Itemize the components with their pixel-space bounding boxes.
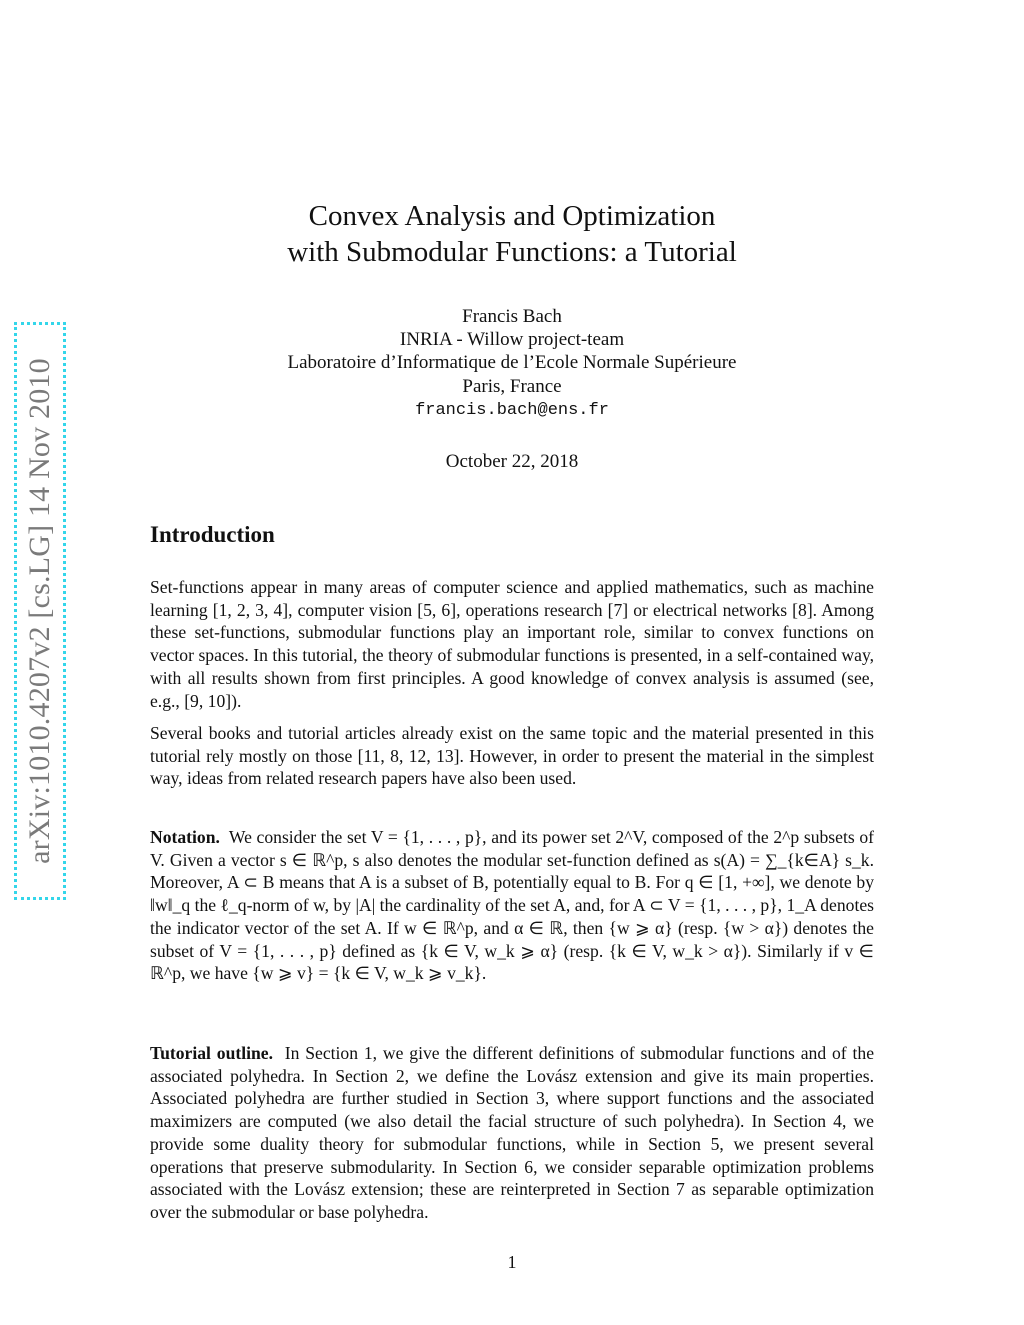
- paper-title-line-2: with Submodular Functions: a Tutorial: [287, 236, 737, 268]
- outline-paragraph: [150, 1042, 874, 1224]
- arxiv-identifier: arXiv:1010.4207v2 [cs.LG] 14 Nov 2010: [23, 358, 56, 864]
- affiliation-line-2: Laboratoire d’Informatique de l’Ecole Normale Supérieure: [287, 352, 737, 373]
- intro-paragraph-2: Several books and tutorial articles already exist on the same topic and the material presented in this tutorial rely mostly on those [11, 8, 12, 13]. However, in order to present the material in the simplest way, ideas from related research papers have also been used.: [150, 723, 874, 789]
- section-heading-introduction: Introduction: [150, 522, 275, 547]
- author-email[interactable]: francis.bach@ens.fr: [415, 401, 609, 420]
- intro-paragraph-1: Set-functions appear in many areas of computer science and applied mathematics, such as machine learning [1, 2, 3, 4], computer vision [5, 6], operations research [7] or electrical networks [8]. Among these set-functions, submodular functions play an important role, similar to convex functions on vector spaces. In this tutorial, the theory of submodular functions is presented, in a self-contained way, with all results shown from first principles. A good knowledge of convex analysis is assumed (see, e.g., [9, 10]).: [150, 577, 874, 711]
- outline-text: In Section 1, we give the different definitions of submodular functions and of the associated polyhedra. In Section 2, we define the Lovász extension and give its main properties. Associated polyhedra are further studied in Section 3, where support functions and the associated maximizers are computed (we also detail the facial structure of such polyhedra). In Section 4, we provide some duality theory for submodular functions, while in Section 5, we present several operations that preserve submodularity. In Section 6, we consider separable optimization problems associated with the Lovász extension; these are reinterpreted in Section 7 as separable optimization over the submodular or base polyhedra.: [150, 1043, 874, 1222]
- notation-text: We consider the set V = {1, . . . , p}, and its power set 2^V, composed of the 2^p subsets of V. Given a vector s ∈ ℝ^p, s also denotes the modular set-function defined as s(A) = ∑_{k∈A} s_k. Moreover, A ⊂ B means that A is a subset of B, potentially equal to B. For q ∈ [1, +∞], we denote by ‖w‖_q the ℓ_q-norm of w, by |A| the cardinality of the set A, and, for A ⊂ V = {1, . . . , p}, 1_A denotes the indicator vector of the set A. If w ∈ ℝ^p, and α ∈ ℝ, then {w ⩾ α} (resp. {w > α}) denotes the subset of V = {1, . . . , p} defined as {k ∈ V, w_k ⩾ α} (resp. {k ∈ V, w_k > α}). Similarly if v ∈ ℝ^p, we have {w ⩾ v} = {k ∈ V, w_k ⩾ v_k}.: [150, 827, 875, 984]
- paper-date: October 22, 2018: [445, 451, 579, 472]
- location: Paris, France: [462, 376, 562, 397]
- notation-label: Notation.: [150, 827, 220, 847]
- affiliation-line-1: INRIA - Willow project-team: [399, 329, 625, 350]
- author-name: Francis Bach: [462, 306, 562, 327]
- notation-paragraph: [150, 826, 874, 985]
- outline-label: Tutorial outline.: [150, 1043, 274, 1063]
- paper-title-line-1: Convex Analysis and Optimization: [308, 200, 716, 232]
- page-number: 1: [507, 1252, 517, 1272]
